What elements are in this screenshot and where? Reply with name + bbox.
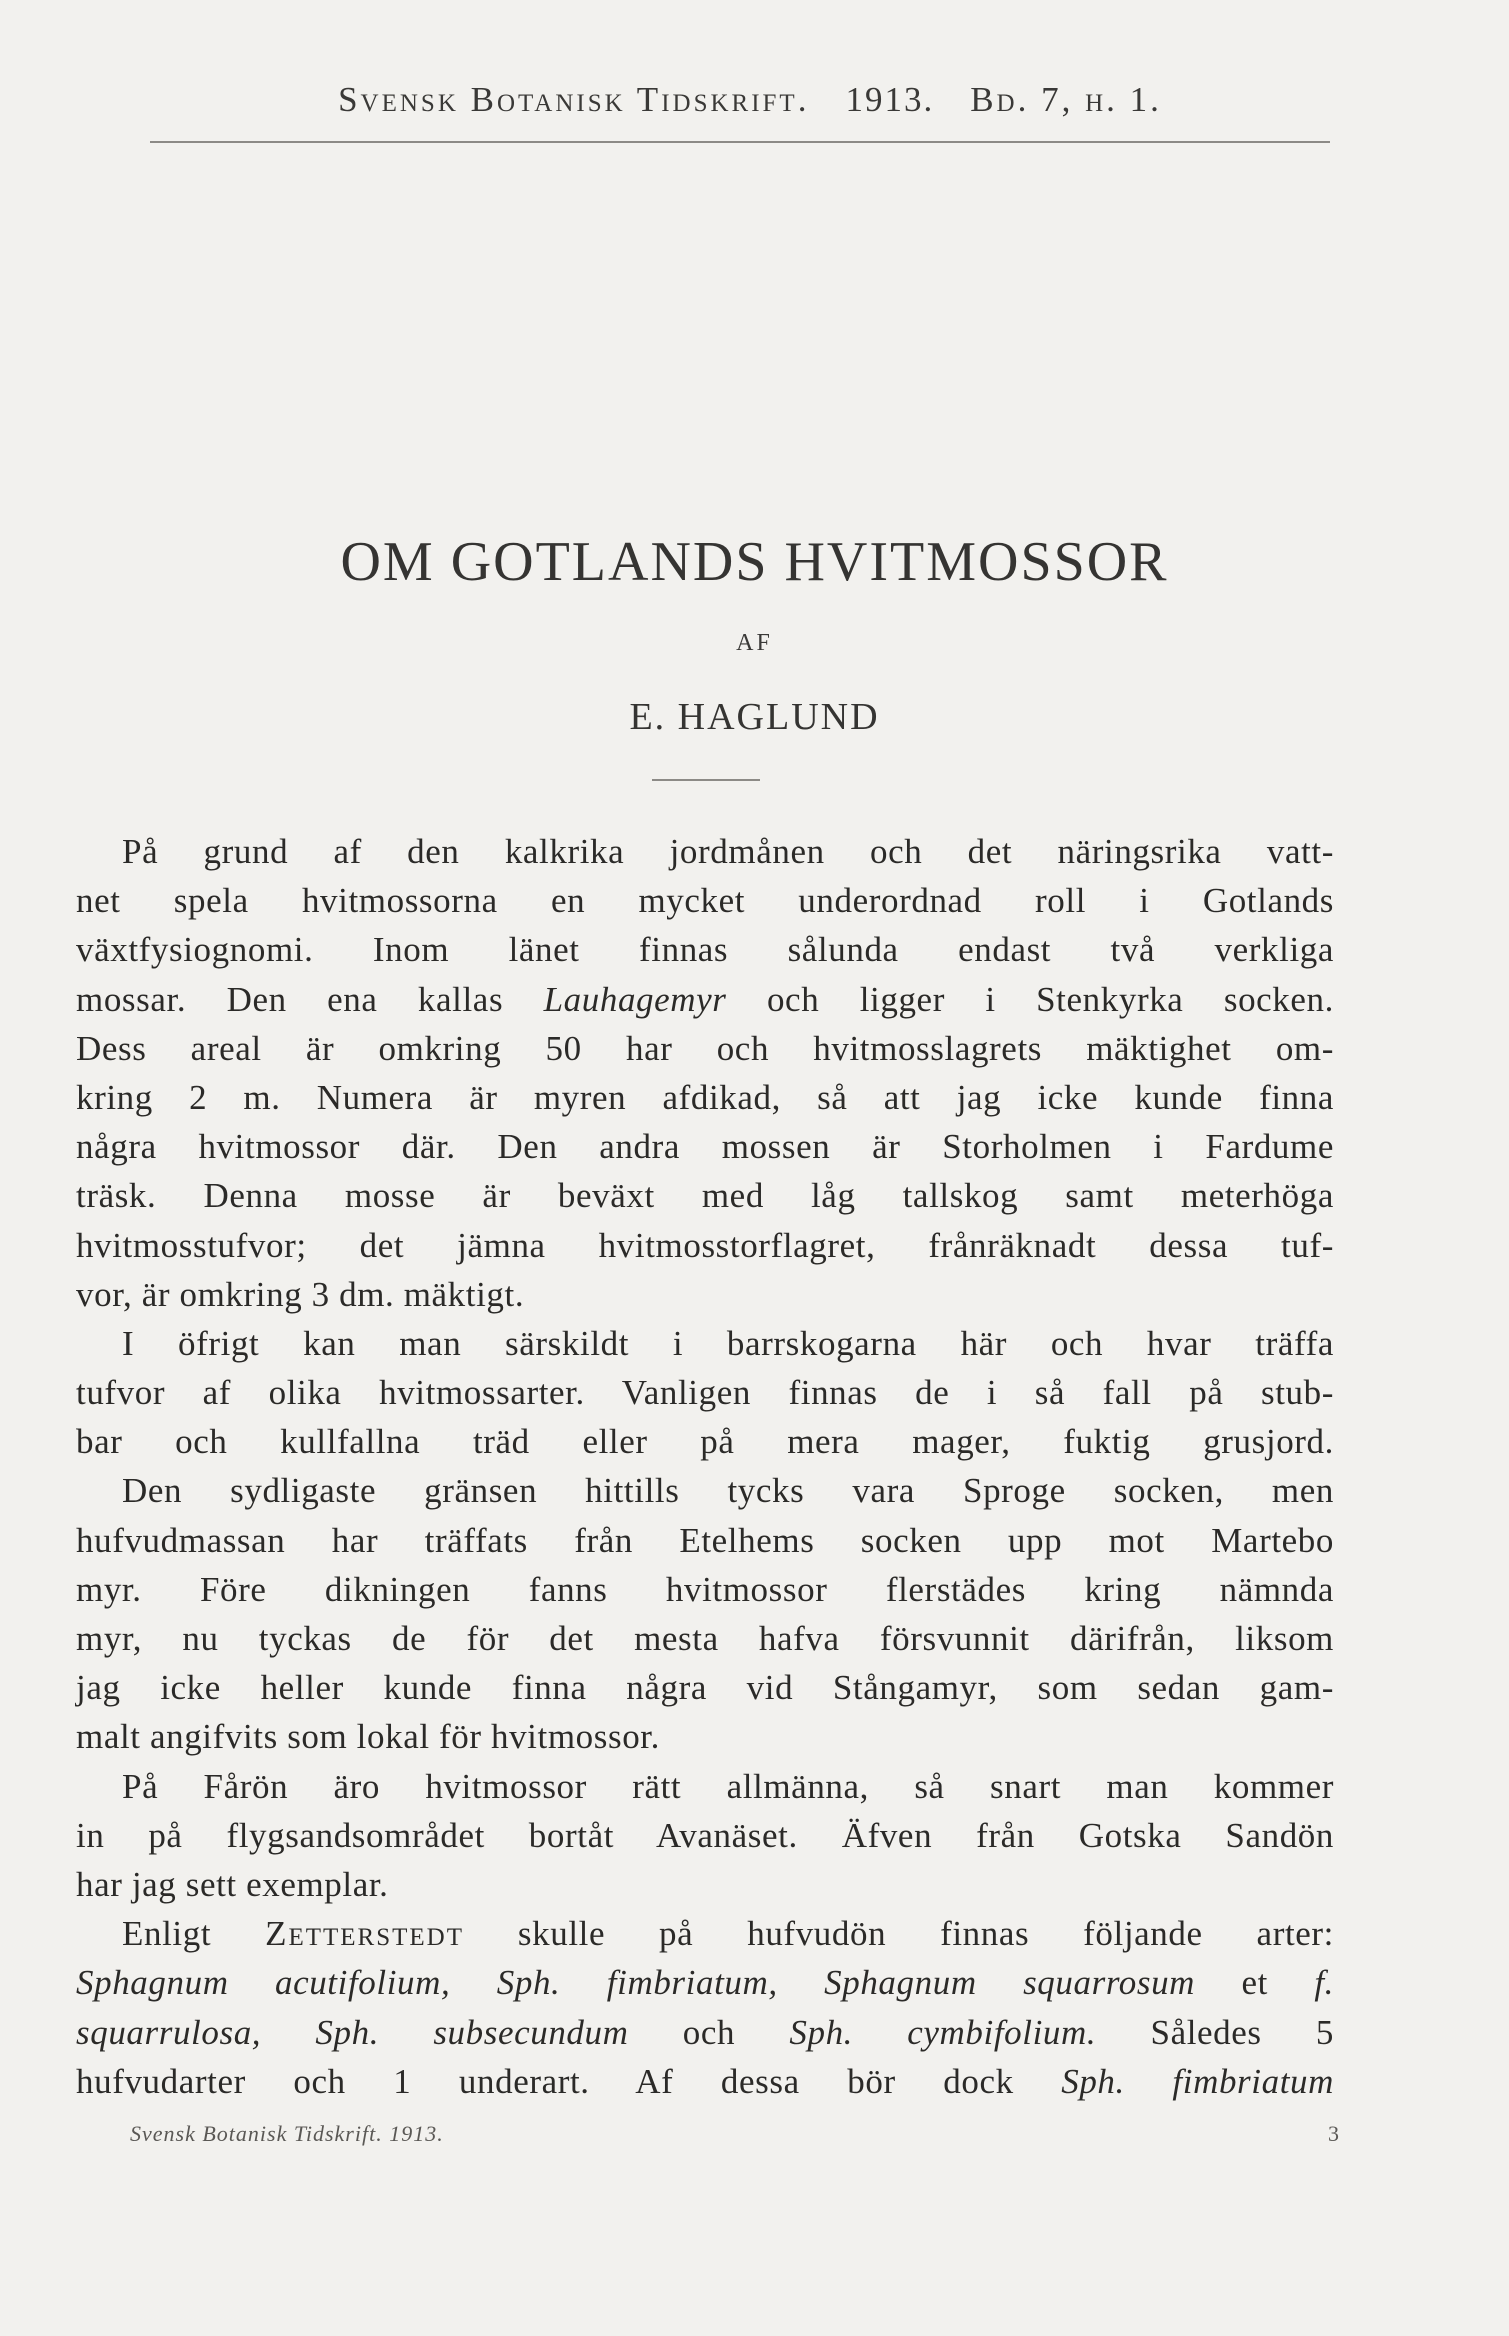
text-line <box>76 1221 1334 1270</box>
text-segment: tufvor af olika hvitmossarter. Vanligen finnas de i så fall på stub- <box>76 1373 1334 1413</box>
running-head-volume: Bd. 7, h. 1. <box>970 80 1162 119</box>
text-line <box>76 2057 1334 2106</box>
species-names: Sph. cymbifolium. <box>789 2012 1097 2052</box>
text-line <box>76 1614 1334 1663</box>
footer-journal: Svensk Botanisk Tidskrift. 1913. <box>130 2121 444 2146</box>
text-segment: har jag sett exemplar. <box>76 1864 389 1904</box>
text-segment: och ligger i Stenkyrka socken. <box>726 979 1334 1019</box>
page-number: 3 <box>1328 2121 1340 2146</box>
text-line <box>76 925 1334 974</box>
text-segment: skulle på hufvudön finnas följande arter: <box>464 1914 1334 1954</box>
text-segment: myr, nu tyckas de för det mesta hafva försvunnit därifrån, liksom <box>76 1619 1334 1658</box>
text-line <box>76 1516 1334 1565</box>
text-segment: myr. Före dikningen fanns hvitmossor flerstädes kring nämnda <box>76 1569 1334 1609</box>
text-segment: hvitmosstufvor; det jämna hvitmosstorflagret, frånräknadt dessa tuf- <box>76 1225 1334 1265</box>
text-segment: Enligt <box>122 1914 266 1954</box>
place-name-lauhagemyr: Lauhagemyr <box>543 979 727 1019</box>
text-line <box>76 1319 1334 1368</box>
text-line <box>76 1860 1334 1909</box>
text-segment: malt angifvits som lokal för hvitmossor. <box>76 1717 660 1757</box>
text-line <box>76 1909 1334 1958</box>
text-line <box>76 1122 1334 1171</box>
text-line <box>76 1712 1334 1761</box>
text-line <box>76 1466 1334 1515</box>
text-segment: net spela hvitmossorna en mycket underordnad roll i Gotlands <box>76 881 1334 921</box>
running-head-journal: Svensk Botanisk Tidskrift. <box>338 80 810 119</box>
article-title: OM GOTLANDS HVITMOSSOR <box>340 531 1169 593</box>
text-segment: På Fårön äro hvitmossor rätt allmänna, så snart man kommer <box>122 1766 1334 1806</box>
article-body <box>76 827 1334 2106</box>
text-segment: växtfysiognomi. Inom länet finnas sålunda endast två verkliga <box>76 930 1334 970</box>
text-segment: Den sydligaste gränsen hittills tycks vara Sproge socken, men <box>122 1471 1334 1511</box>
header-rule <box>150 141 1330 143</box>
text-segment: in på flygsandsområdet bortåt Avanäset. Äfven från Gotska Sandön <box>76 1815 1334 1855</box>
text-line <box>76 1811 1334 1860</box>
text-segment: bar och kullfallna träd eller på mera mager, fuktig grusjord. <box>76 1422 1334 1462</box>
text-line <box>76 2008 1334 2057</box>
text-line <box>76 1171 1334 1220</box>
text-segment: jag icke heller kunde finna några vid Stångamyr, som sedan gam- <box>76 1668 1334 1708</box>
text-segment: I öfrigt kan man särskildt i barrskogarna här och hvar träffa <box>122 1323 1334 1363</box>
text-line <box>76 1073 1334 1122</box>
article-byline: AF <box>736 630 773 656</box>
text-segment: På grund af den kalkrika jordmånen och det näringsrika vatt- <box>122 832 1334 871</box>
text-segment: et <box>1195 1963 1315 2003</box>
text-line <box>76 876 1334 925</box>
text-line <box>76 1270 1334 1319</box>
text-segment: Således 5 <box>1096 2012 1334 2052</box>
text-line <box>76 1958 1334 2007</box>
text-line <box>76 1024 1334 1073</box>
text-segment: hufvudarter och 1 underart. Af dessa bör dock <box>76 2061 1062 2101</box>
text-segment: Dess areal är omkring 50 har och hvitmosslagrets mäktighet om- <box>76 1028 1334 1068</box>
species-names: Sphagnum acutifolium, Sph. fimbriatum, Sphagnum squarrosum <box>76 1963 1196 2003</box>
text-segment: hufvudmassan har träffats från Etelhems socken upp mot Martebo <box>76 1520 1334 1560</box>
running-head <box>150 80 1350 120</box>
author-name-zetterstedt: Zetterstedt <box>265 1914 464 1954</box>
text-line <box>76 827 1334 876</box>
species-names: Sph. fimbriatum <box>1061 2061 1334 2101</box>
running-head-year: 1913. <box>845 80 935 119</box>
page-footer <box>130 2121 1340 2147</box>
species-names: squarrulosa, Sph. subsecundum <box>76 2012 629 2052</box>
text-line <box>76 1663 1334 1712</box>
text-segment: vor, är omkring 3 dm. mäktigt. <box>76 1274 525 1314</box>
text-line <box>76 975 1334 1024</box>
text-segment: träsk. Denna mosse är beväxt med låg tallskog samt meterhöga <box>76 1176 1334 1216</box>
text-segment: kring 2 m. Numera är myren afdikad, så att jag icke kunde finna <box>76 1077 1334 1117</box>
species-names: f. <box>1314 1963 1334 2003</box>
text-line <box>76 1417 1334 1466</box>
text-segment: mossar. Den ena kallas <box>76 979 544 1019</box>
text-segment: och <box>628 2012 790 2052</box>
text-segment: några hvitmossor där. Den andra mossen är Storholmen i Fardume <box>76 1127 1334 1167</box>
article-author: E. HAGLUND <box>629 696 880 738</box>
text-line <box>76 1368 1334 1417</box>
text-line <box>76 1565 1334 1614</box>
text-line <box>76 1762 1334 1811</box>
title-rule <box>652 779 760 781</box>
